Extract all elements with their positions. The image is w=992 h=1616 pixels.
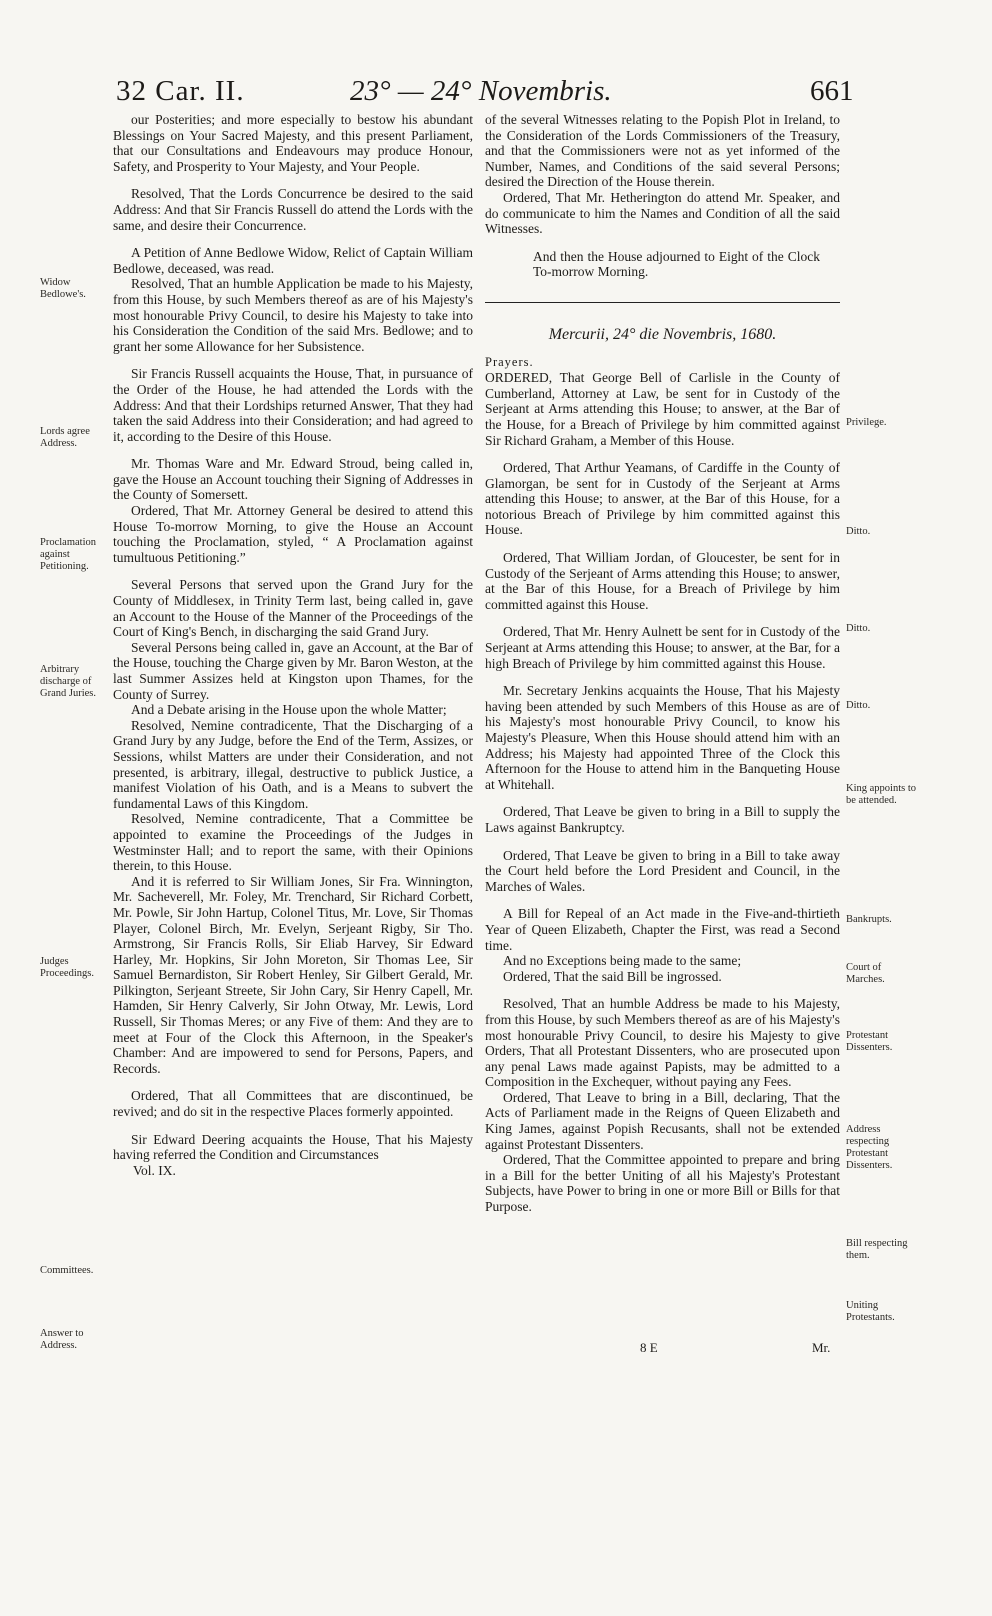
paragraph: Ordered, That the said Bill be ingrossed.	[503, 968, 722, 984]
paragraph: Resolved, Nemine contradicente, That a Committee be appointed to examine the Proceedings of the Judges in Westminster Hall; and to report the same, with their Opinions therein, to this House.	[113, 811, 473, 874]
paragraph: Sir Edward Deering acquaints the House, That his Majesty having referred the Condition and Circumstances	[113, 1131, 473, 1163]
paragraph: Ordered, That Leave be given to bring in a Bill to take away the Court held before the Lord President and Council, in the Marches of Wales.	[485, 847, 840, 894]
left-column	[113, 112, 473, 1178]
paragraph: Ordered, That William Jordan, of Gloucester, be sent for in Custody of the Serjeant of Arms attending this House; to answer, at the Bar of this House, for a Breach of Privilege by him committed against this House.	[485, 550, 840, 612]
margin-note: Judges Proceedings.	[40, 956, 94, 979]
catchword: Mr.	[812, 1340, 831, 1355]
page-number: 661	[810, 75, 854, 107]
running-head-dates: 23° — 24° Novembris.	[350, 75, 612, 107]
section-rule	[485, 302, 840, 303]
paragraph: A Bill for Repeal of an Act made in the Five-and-thirtieth Year of Queen Elizabeth, Chapter the First, was read a Second time.	[485, 906, 840, 953]
margin-note: Bankrupts.	[846, 914, 892, 925]
margin-note: Widow Bedlowe's.	[40, 277, 86, 300]
margin-note: Privilege.	[846, 417, 887, 428]
prayers-heading: Prayers.	[485, 354, 534, 369]
paragraph: our Posterities; and more especially to bestow his abundant Blessings on Your Sacred Majesty, and this present Parliament, that our Consultations and Endeavours may produce Honour, Safety, and Prosperity to Your Majesty, and Your People.	[113, 112, 473, 174]
paragraph: Several Persons being called in, gave an Account, at the Bar of the House, touching the Charge given by Mr. Baron Weston, at the last Summer Assizes held at Kingston upon Thames, for the County of Surrey.	[113, 639, 473, 702]
margin-note: Ditto.	[846, 700, 871, 711]
paragraph: Ordered, That Leave to bring in a Bill, declaring, That the Acts of Parliament made in the Reigns of Queen Elizabeth and King James, against Popish Recusants, shall not be extended against Protestant Dissenters.	[485, 1089, 840, 1152]
margin-note: Committees.	[40, 1265, 94, 1276]
paragraph: Ordered, That Leave be given to bring in a Bill to supply the Laws against Bankruptcy.	[485, 804, 840, 835]
paragraph: Mr. Thomas Ware and Mr. Edward Stroud, being called in, gave the House an Account touching their Signing of Addresses in the County of Somersett.	[113, 456, 473, 503]
paragraph: Ordered, That the Committee appointed to prepare and bring in a Bill for the better Uniting of all his Majesty's Protestant Subjects, have Power to bring in one or more Bill or Bills for that Purpose.	[485, 1152, 840, 1215]
margin-note: Uniting Protestants.	[846, 1300, 895, 1323]
margin-note: Bill respecting them.	[846, 1238, 908, 1261]
margin-note: Arbitrary discharge of Grand Juries.	[40, 664, 96, 699]
paragraph: Resolved, That an humble Application be made to his Majesty, from this House, by such Members thereof as are of his Majesty's most honourable Privy Council, to desire his Majesty to take into his Consideration the Condition of the said Mrs. Bedlowe; and to grant her some Allowance for her Subsistence.	[113, 276, 473, 354]
paragraph: Resolved, That an humble Address be made to his Majesty, from this House, by such Members thereof as are of his Majesty's most honourable Privy Council, to desire his Majesty to give Orders, That all Protestant Dissenters, who are prosecuted upon any penal Laws made against Papists, may be admitted to a Composition in the Exchequer, without paying any Fees.	[485, 996, 840, 1090]
paragraph: Ordered, That Mr. Attorney General be desired to attend this House To-morrow Morning, to give the House an Account touching the Proclamation, styled, “ A Proclamation against tumultuous Petitioning.”	[113, 503, 473, 565]
paragraph: Ordered, That Mr. Henry Aulnett be sent for in Custody of the Serjeant at Arms attending this House; to answer, at the Bar, for a high Breach of Privilege by him committed against this House.	[485, 624, 840, 671]
paragraph: Mr. Secretary Jenkins acquaints the House, That his Majesty having been attended by such Members of this House as are of his Majesty's most honourable Privy Council, to know his Majesty's Pleasure, When this House should attend him with an Address; his Majesty had appointed Three of the Clock this Afternoon for the House to attend him in the Banqueting House at Whitehall.	[485, 683, 840, 792]
signature-mark: 8 E	[640, 1340, 658, 1355]
paragraph: Resolved, That the Lords Concurrence be desired to the said Address: And that Sir Francis Russell do attend the Lords with the same, and desire their Concurrence.	[113, 186, 473, 233]
paragraph: A Petition of Anne Bedlowe Widow, Relict of Captain William Bedlowe, deceased, was read.	[113, 245, 473, 276]
margin-note: Ditto.	[846, 526, 871, 537]
paragraph: Sir Francis Russell acquaints the House, That, in pursuance of the Order of the House, he had attended the Lords with the Address: And that their Lordships returned Answer, That they had taken the said Address into their Consideration; and had agreed to it, according to the Desire of this House.	[113, 366, 473, 444]
margin-note: Protestant Dissenters.	[846, 1030, 893, 1053]
margin-note: Answer to Address.	[40, 1328, 84, 1351]
paragraph: And it is referred to Sir William Jones, Sir Fra. Winnington, Mr. Sacheverell, Mr. Foley, Mr. Trenchard, Sir Richard Corbett, Mr. Powle, Sir John Hartup, Colonel Titus, Mr. Love, Sir Thomas Player, Colonel Birch, Mr. Evelyn, Serjeant Rigby, Sir Tho. Armstrong, Sir Francis Rolls, Sir Eliab Harvey, Sir Edward Harley, Mr. Hopkins, Sir John Moreton, Sir Thomas Lee, Sir Samuel Bernardiston, Sir Robert Henley, Sir Gilbert Gerald, Mr. Pilkington, Serjeant Streete, Sir John Cary, Sir Henry Capell, Mr. Hamden, Sir Henry Calverly, Sir John Otway, Mr. Lewis, Lord Russell, Sir Thomas Meres; or any Five of them: And they are to meet at Four of the Clock this Afternoon, in the Speaker's Chamber: And are impowered to send for Persons, Papers, and Records.	[113, 873, 473, 1076]
margin-note: Lords agree Address.	[40, 426, 90, 449]
margin-note: Court of Marches.	[846, 962, 885, 985]
margin-note: King appoints to be attended.	[846, 783, 916, 806]
paragraph: Ordered, That all Committees that are discontinued, be revived; and do sit in the respective Places formerly appointed.	[113, 1088, 473, 1120]
date-heading: Mercurii, 24° die Novembris, 1680.	[548, 325, 777, 343]
adjournment-notice: And then the House adjourned to Eight of the Clock To-morrow Morning.	[533, 248, 820, 280]
margin-note: Ditto.	[846, 623, 871, 634]
paragraph: ORDERED, That George Bell of Carlisle in the County of Cumberland, Attorney at Law, be sent for in Custody of the Serjeant at Arms attending this House; to answer, at the Bar of the House, for a Breach of Privilege by him committed against Sir Richard Graham, a Member of this House.	[485, 370, 840, 448]
margin-note: Address respecting Protestant Dissenters.	[846, 1124, 893, 1171]
paragraph: Resolved, Nemine contradicente, That the Discharging of a Grand Jury by any Judge, before the End of the Term, Assizes, or Sessions, whilst Matters are under their Consideration, and not presented, is arbitrary, illegal, destructive to publick Justice, a manifest Violation of his Oath, and is a Means to subvert the fundamental Laws of this Kingdom.	[113, 717, 473, 811]
paragraph: And a Debate arising in the House upon the whole Matter;	[131, 702, 447, 718]
paragraph: And no Exceptions being made to the same;	[503, 953, 742, 969]
right-column	[485, 112, 840, 1215]
paragraph: Ordered, That Arthur Yeamans, of Cardiffe in the County of Glamorgan, be sent for in Custody of the Serjeant at Arms attending this House; to answer, at the Bar of this House, for a notorious Breach of Privilege by him committed against this House.	[485, 460, 840, 538]
margin-note: Proclamation against Petitioning.	[40, 537, 96, 572]
running-head-regnal-year: 32 Car. II.	[116, 75, 245, 107]
paragraph: Several Persons that served upon the Grand Jury for the County of Middlesex, in Trinity Term last, being called in, gave an Account to the House of the Manner of the Proceedings of the Court of King's Bench, in discharging the said Grand Jury.	[113, 577, 473, 640]
paragraph: of the several Witnesses relating to the Popish Plot in Ireland, to the Consideration of the Lords Commissioners of the Treasury, and that the Commissioners were not as yet informed of the Number, Names, and Conditions of the said several Persons; desired the Direction of the House therein.	[485, 112, 840, 190]
paragraph: Ordered, That Mr. Hetherington do attend Mr. Speaker, and do communicate to him the Names and Condition of all the said Witnesses.	[485, 189, 840, 237]
volume-footer: Vol. IX.	[133, 1162, 176, 1178]
